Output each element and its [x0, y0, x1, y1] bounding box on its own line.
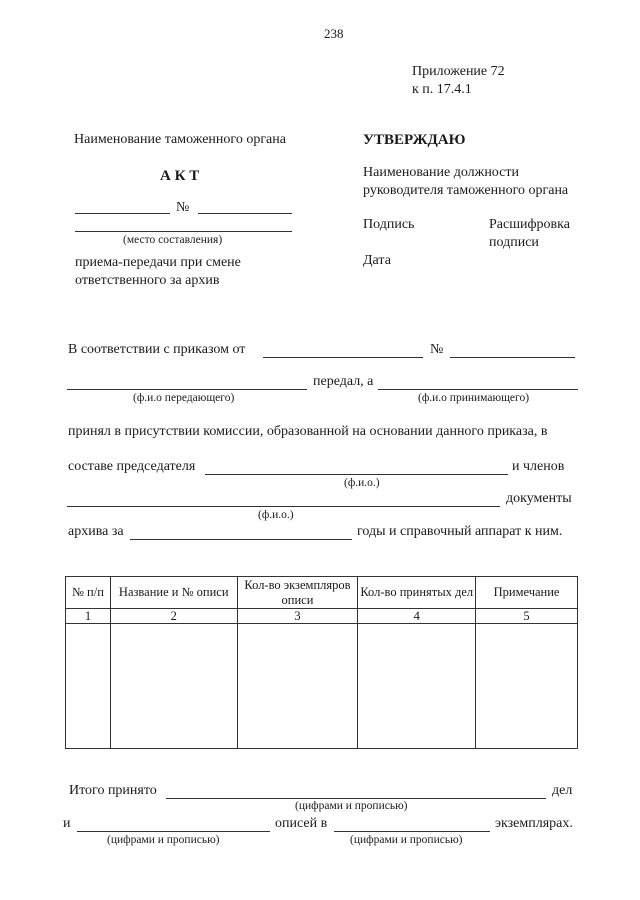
archive-prefix: архива за — [68, 524, 124, 539]
table-cell[interactable] — [110, 624, 237, 749]
chairman-name-field[interactable] — [205, 474, 508, 475]
order-date-field[interactable] — [263, 357, 423, 358]
chairman-prefix: составе председателя — [68, 459, 196, 474]
approval-position-line-1: Наименование должности — [363, 165, 519, 180]
column-number: 1 — [66, 609, 111, 624]
header-cell-inventory-copies: Кол-во экземпляров описи — [237, 577, 358, 609]
appendix-line-2: к п. 17.4.1 — [412, 82, 472, 97]
column-number: 5 — [476, 609, 578, 624]
acceptance-table — [65, 576, 578, 749]
act-date-field[interactable] — [75, 213, 170, 214]
total-files-field[interactable] — [166, 798, 546, 799]
act-subtitle-line-1: приема-передачи при смене — [75, 255, 241, 270]
inventories-mid-text: описей в — [275, 816, 328, 831]
page-number: 238 — [324, 26, 344, 41]
column-number: 3 — [237, 609, 358, 624]
copies-caption: (цифрами и прописью) — [350, 834, 463, 846]
header-cell-note: Примечание — [476, 577, 578, 609]
customs-body-label: Наименование таможенного органа — [74, 132, 286, 147]
archive-suffix: годы и справочный аппарат к ним. — [357, 524, 563, 539]
table-cell[interactable] — [358, 624, 476, 749]
total-caption: (цифрами и прописью) — [295, 800, 408, 812]
table-header-row — [66, 577, 578, 609]
appendix-line-1: Приложение 72 — [412, 64, 505, 79]
header-cell-index: № п/п — [66, 577, 111, 609]
total-suffix: дел — [552, 783, 573, 798]
table-column-numbers-row — [66, 609, 578, 624]
order-prefix: В соответствии с приказом от — [68, 342, 246, 357]
column-number: 4 — [358, 609, 476, 624]
table-cell[interactable] — [237, 624, 358, 749]
order-number-sign: № — [430, 342, 444, 357]
approval-heading: УТВЕРЖДАЮ — [363, 132, 466, 148]
header-cell-accepted-files: Кол-во принятых дел — [358, 577, 476, 609]
header-cell-inventory-name: Название и № описи — [110, 577, 237, 609]
members-suffix: и членов — [512, 459, 565, 474]
copies-count-field[interactable] — [334, 831, 490, 832]
table-cell[interactable] — [66, 624, 111, 749]
approval-decode-line-2: подписи — [489, 235, 539, 250]
approval-signature-label: Подпись — [363, 217, 415, 232]
act-number-field[interactable] — [198, 213, 292, 214]
table-cell[interactable] — [476, 624, 578, 749]
members-fio-caption: (ф.и.о.) — [258, 509, 294, 521]
chairman-fio-caption: (ф.и.о.) — [344, 477, 380, 489]
accepted-text: принял в присутствии комиссии, образованной на основании данного приказа, в — [68, 424, 548, 439]
members-names-field[interactable] — [67, 506, 500, 507]
approval-decode-line-1: Расшифровка — [489, 217, 570, 232]
receiver-name-field[interactable] — [378, 389, 578, 390]
order-number-field[interactable] — [450, 357, 575, 358]
place-caption: (место составления) — [123, 234, 223, 246]
approval-date-label: Дата — [363, 253, 391, 268]
copies-suffix: экземплярах. — [495, 816, 573, 831]
receiver-caption: (ф.и.о принимающего) — [418, 392, 530, 404]
approval-position-line-2: руководителя таможенного органа — [363, 183, 569, 198]
total-prefix: Итого принято — [69, 783, 157, 798]
act-number-sign: № — [176, 200, 190, 215]
inventories-count-field[interactable] — [77, 831, 270, 832]
giver-name-field[interactable] — [67, 389, 307, 390]
giver-caption: (ф.и.о передающего) — [133, 392, 235, 404]
and-text: и — [63, 816, 71, 831]
archive-years-field[interactable] — [130, 539, 352, 540]
column-number: 2 — [110, 609, 237, 624]
act-title: А К Т — [160, 168, 200, 184]
inventories-caption: (цифрами и прописью) — [107, 834, 220, 846]
transferred-text: передал, а — [313, 374, 374, 389]
table-row — [66, 624, 578, 749]
place-field[interactable] — [75, 231, 292, 232]
act-subtitle-line-2: ответственного за архив — [75, 273, 220, 288]
documents-text: документы — [506, 491, 572, 506]
